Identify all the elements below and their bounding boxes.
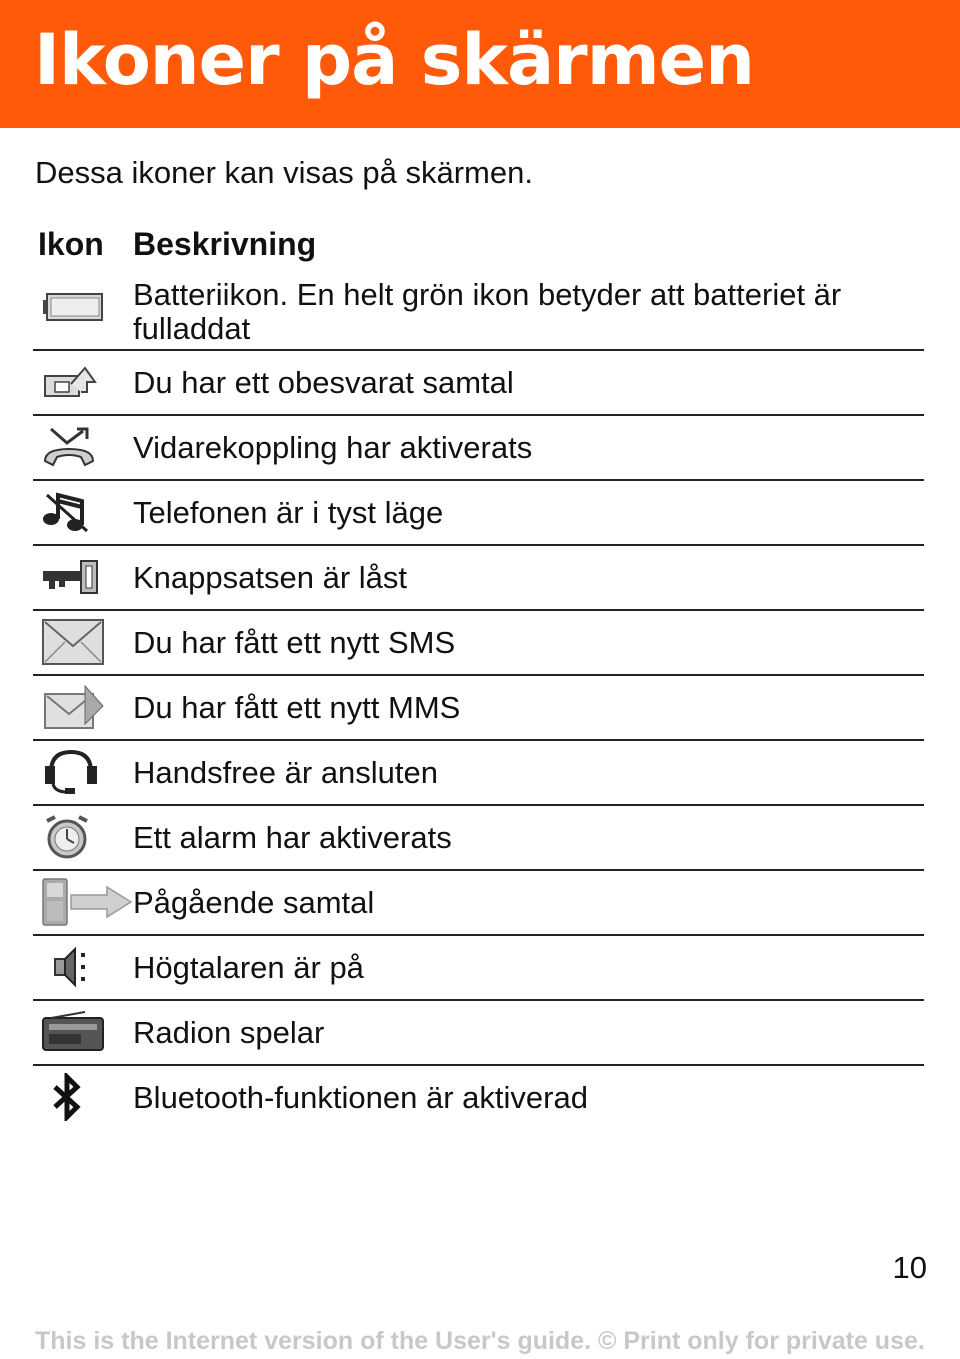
bluetooth-icon xyxy=(41,1072,133,1122)
row-description: Handsfree är ansluten xyxy=(133,755,439,790)
intro-text: Dessa ikoner kan visas på skärmen. xyxy=(35,155,533,190)
row-description: Telefonen är i tyst läge xyxy=(133,495,444,530)
row-description: Högtalaren är på xyxy=(133,950,364,985)
alarm-icon xyxy=(41,812,133,862)
table-row xyxy=(33,1001,924,1066)
handsfree-icon xyxy=(41,747,133,797)
silent-mode-icon xyxy=(41,487,133,537)
missed-call-icon xyxy=(41,357,133,407)
page-title: Ikoner på skärmen xyxy=(34,19,754,101)
sms-icon xyxy=(41,617,133,667)
table-row xyxy=(33,546,924,611)
table-row xyxy=(33,871,924,936)
table-row xyxy=(33,481,924,546)
table-row xyxy=(33,276,924,351)
row-description: Du har ett obesvarat samtal xyxy=(133,365,514,400)
column-header-icon: Ikon xyxy=(38,226,104,262)
keypad-lock-icon xyxy=(41,552,133,602)
table-row xyxy=(33,741,924,806)
row-description: Ett alarm har aktiverats xyxy=(133,820,452,855)
table-row xyxy=(33,1066,924,1129)
page-number: 10 xyxy=(892,1250,927,1285)
page-header xyxy=(0,0,960,128)
row-description: Knappsatsen är låst xyxy=(133,560,408,595)
icon-table xyxy=(33,276,924,1129)
row-description: Pågående samtal xyxy=(133,885,375,920)
table-row xyxy=(33,416,924,481)
footer-note: This is the Internet version of the User's guide. © Print only for private use. xyxy=(35,1327,925,1355)
table-row xyxy=(33,936,924,1001)
table-row xyxy=(33,806,924,871)
row-description: Bluetooth-funktionen är aktiverad xyxy=(133,1080,588,1115)
table-row xyxy=(33,351,924,416)
row-description: Du har fått ett nytt MMS xyxy=(133,690,461,725)
table-row xyxy=(33,611,924,676)
column-header-description: Beskrivning xyxy=(133,226,317,262)
row-description: Du har fått ett nytt SMS xyxy=(133,625,456,660)
mms-icon xyxy=(41,682,133,732)
call-divert-icon xyxy=(41,422,133,472)
row-description: Radion spelar xyxy=(133,1015,325,1050)
row-description: Vidarekoppling har aktiverats xyxy=(133,430,533,465)
row-description: Batteriikon. En helt grön ikon betyder att batteriet är fulladdat xyxy=(133,277,842,346)
speaker-icon xyxy=(41,942,133,992)
table-row xyxy=(33,676,924,741)
radio-icon xyxy=(41,1007,133,1057)
battery-icon xyxy=(41,282,133,332)
ongoing-call-icon xyxy=(41,877,133,927)
